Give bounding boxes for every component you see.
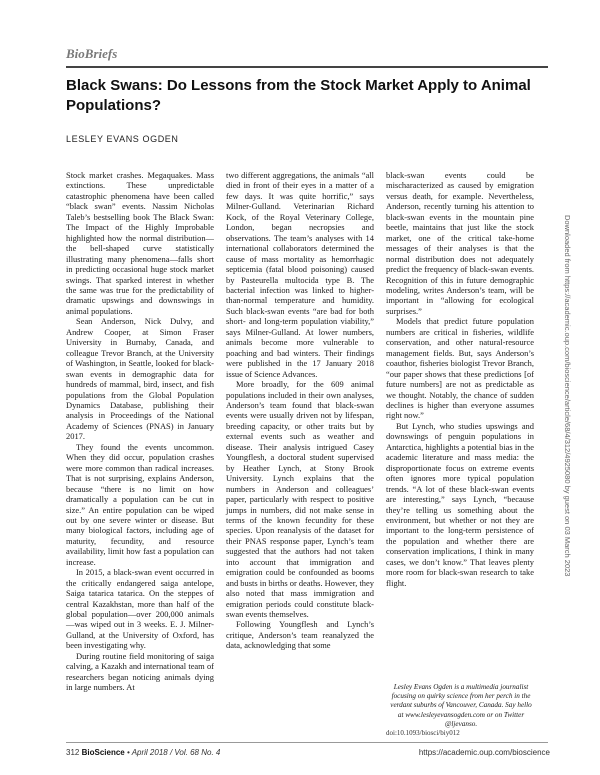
article-title: Black Swans: Do Lessons from the Stock Market Apply to Animal Populations? — [66, 77, 531, 114]
bio-line: verdant suburbs of Vancouver, Canada. Say hello — [390, 701, 532, 710]
footer-left — [66, 748, 220, 757]
paragraph: Following Youngflesh and Lynch’s critique, Anderson’s team reanalyzed the data, acknowledging that some — [226, 619, 374, 651]
paragraph: In 2015, a black-swan event occurred in the critically endangered saiga antelope, Saiga tatarica tatarica. On the steppes of central Kazakhstan, more than half of the global population—over 200,000 animals—was wiped out in 3 weeks. E. J. Milner-Gulland, at the University of Oxford, has been investigating why. — [66, 567, 214, 651]
paragraph: black-swan events could be mischaracterized as caused by emigration versus death, for example. Nevertheless, Anderson, recently turning his attention to black-swan events in the mountain pine beetle, maintains that just like the stock market, one of the critical take-home messages of their analyses is that the normal distribution does not adequately predict the frequency of black-swan events. Recognition of this in future demographic modeling, writes Anderson’s team, will be important in “allowing for ecological surprises.” — [386, 170, 534, 316]
paragraph: They found the events uncommon. When they did occur, population crashes were more common than radical increases. That is not surprising, explains Anderson, because “there is no limit on how dramatically a population can be cut in size.” An entire population can be wiped out by one severe winter or disease. But many biological factors, including age of maturity, fecundity, and resource availability, limit how fast a population can increase. — [66, 441, 214, 567]
text-column-3 — [386, 170, 534, 588]
paragraph: But Lynch, who studies upswings and downswings of penguin populations in Antarctica, highlights a potential bias in the academic literature and mass media: the disproportionate focus on extreme events often ignores more typical population trends. “A lot of these black-swan events are interesting,” says Lynch, “because they’re telling us something about the environment, but whether or not they are important to the long-term persistence of the population and whether there are conservation implications, I think in many cases, we don’t know.” That leaves plenty more room for black-swan research to take flight. — [386, 420, 534, 588]
journal-name: BioScience — [81, 748, 125, 757]
text-column-1 — [66, 170, 214, 693]
bio-line: Lesley Evans Ogden is a multimedia journalist — [393, 683, 529, 691]
bio-line: at www.lesleyevansogden.com or on Twitter — [397, 710, 525, 719]
bio-line: focusing on quirky science from her perch in the — [391, 692, 531, 701]
author-byline: LESLEY EVANS OGDEN — [66, 134, 179, 144]
paragraph: More broadly, for the 609 animal populations included in their own analyses, Anderson’s team found that black-swan events were usually driven not by lifespan, breeding capacity, or other traits but by external events such as weather and disease. Their analysis intrigued Casey Youngflesh, a doctoral student supervised by Heather Lynch, at Stony Brook University. Lynch explains that the numbers in Anderson and colleagues’ paper, particularly with respect to positive jumps in numbers, did not make sense in terms of the known fecundity for these species. Upon reanalysis of the dataset for their PNAS response paper, Lynch’s team suggested that the authors had not taken into account that immigration and emigration could be confounded as booms and busts in births or deaths. However, they also noted that mass immigration and emigration periods could constitute black-swan events themselves. — [226, 379, 374, 620]
page-number: 312 — [66, 748, 80, 757]
paragraph: Stock market crashes. Megaquakes. Mass extinctions. These unpredictable catastrophic phenomena have been called “black swan” events. Nassim Nicholas Taleb’s bestselling book The Black Swan: The Impact of the Highly Improbable highlighted how the normal distribution—the bell-shaped curve statistically illustrating many phenomena—falls short in predicting occasional huge stock market swings. That sparked interest in whether the same was true for the predictability of dramatic upswings and downswings in animal populations. — [66, 170, 214, 316]
paragraph: two different aggregations, the animals “all died in front of their eyes in a matter of a few days. It was quite horrific,” says Milner-Gulland. Veterinarian Richard Kock, of the Royal Veterinary College, London, began necropsies and observations. The team’s analyses with 14 international collaborators determined the cause of mass mortality as hemorrhagic septicemia (fatal blood poisoning) caused by Pasteurella multocida type B. The bacterial infection was linked to higher-than-normal temperature and humidity. Such black-swan events “are bad for both short- and long-term population viability,” says Milner-Gulland. At lower numbers, animals become more vulnerable to poaching and bad winters. Their findings were published in the 17 January 2018 issue of Science Advances. — [226, 170, 374, 379]
text-column-2 — [226, 170, 374, 651]
paragraph: Models that predict future population numbers are critical in fisheries, wildlife conservation, and other natural-resource management fields. But, says Anderson’s coauthor, fisheries biologist Trevor Branch, “our paper shows that these predictions [of future numbers] are not as predictable as we thought. Notably, the chance of sudden declines is higher than everyone assumes right now.” — [386, 316, 534, 421]
download-watermark: Downloaded from https://academic.oup.com/bioscience/article/68/4/312/4925080 by guest on 03 March 2023 — [563, 215, 572, 577]
paragraph: During routine field monitoring of saiga calving, a Kazakh and international team of researchers began noticing animals dying in large numbers. At — [66, 650, 214, 693]
author-bio — [386, 683, 536, 729]
paragraph: Sean Anderson, Nick Dulvy, and Andrew Cooper, at Simon Fraser University in Burnaby, Canada, and colleague Trevor Branch, at the University of Washington, in Seattle, looked for black-swan events in demographic data for hundreds of mammal, bird, insect, and fish populations from the Global Population Dynamics Database, publishing their analysis in Proceedings of the National Academy of Sciences (PNAS) in January 2017. — [66, 316, 214, 442]
header-rule — [66, 66, 548, 68]
doi: doi:10.1093/biosci/biy012 — [386, 729, 460, 737]
footer-rule — [66, 742, 548, 743]
section-label: BioBriefs — [66, 46, 118, 61]
journal-url[interactable]: https://academic.oup.com/bioscience — [418, 748, 550, 757]
issue-info: • April 2018 / Vol. 68 No. 4 — [126, 748, 221, 757]
bio-line: @ljevanso. — [444, 719, 478, 728]
